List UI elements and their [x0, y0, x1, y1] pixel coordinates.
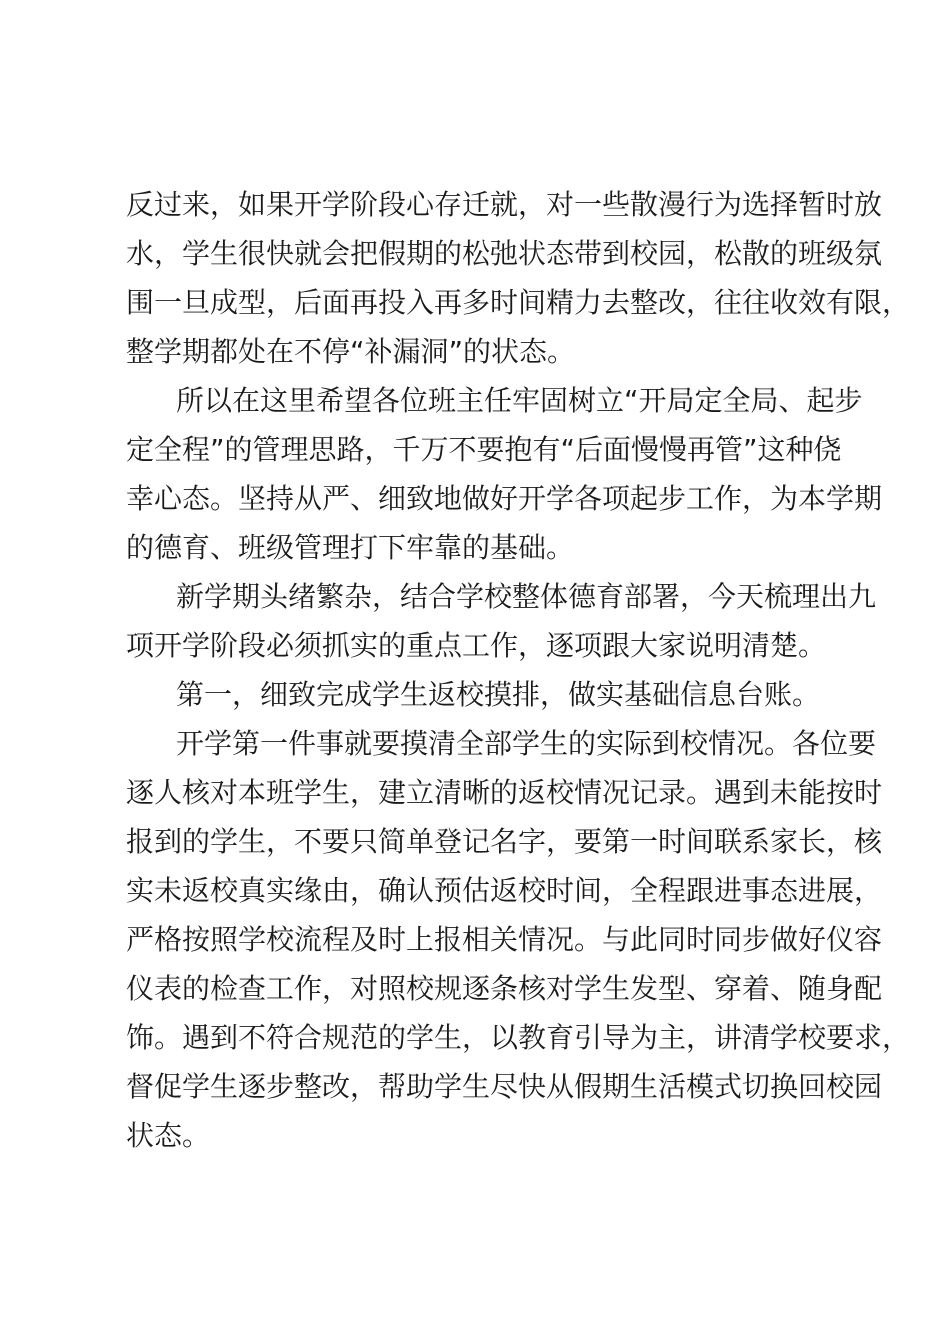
text-line: 饰。遇到不符合规范的学生，以教育引导为主，讲清学校要求， [126, 1021, 911, 1054]
paragraph-1 [126, 180, 911, 376]
text-line: 状态。 [126, 1119, 211, 1152]
text-line: 整学期都处在不停“补漏洞”的状态。 [126, 335, 576, 368]
text-line: 报到的学生，不要只简单登记名字，要第一时间联系家长，核 [126, 825, 883, 858]
text-line: 新学期头绪繁杂，结合学校整体德育部署，今天梳理出九 [176, 580, 877, 613]
text-line: 仪表的检查工作，对照校规逐条核对学生发型、穿着、随身配 [126, 972, 883, 1005]
text-line: 定全程”的管理思路，千万不要抱有“后面慢慢再管”这种侥 [126, 433, 842, 466]
text-line: 逐人核对本班学生，建立清晰的返校情况记录。遇到未能按时 [126, 776, 883, 809]
text-line: 水，学生很快就会把假期的松弛状态带到校园，松散的班级氛 [126, 237, 883, 270]
text-line: 所以在这里希望各位班主任牢固树立“开局定全局、起步 [176, 384, 863, 417]
document-body [126, 180, 911, 1160]
paragraph-5 [126, 719, 911, 1160]
text-line: 严格按照学校流程及时上报相关情况。与此同时同步做好仪容 [126, 923, 883, 956]
text-line: 开学第一件事就要摸清全部学生的实际到校情况。各位要 [176, 727, 877, 760]
text-line: 督促学生逐步整改，帮助学生尽快从假期生活模式切换回校园 [126, 1070, 883, 1103]
text-line: 实未返校真实缘由，确认预估返校时间，全程跟进事态进展， [126, 874, 883, 907]
paragraph-2 [126, 376, 883, 572]
text-line: 围一旦成型，后面再投入再多时间精力去整改，往往收效有限， [126, 286, 911, 319]
paragraph-4-heading [126, 670, 861, 719]
text-line: 幸心态。坚持从严、细致地做好开学各项起步工作，为本学期 [126, 482, 883, 515]
text-line: 项开学阶段必须抓实的重点工作，逐项跟大家说明清楚。 [126, 629, 827, 662]
text-line: 的德育、班级管理打下牢靠的基础。 [126, 531, 575, 564]
paragraph-3 [126, 572, 877, 670]
text-line: 第一，细致完成学生返校摸排，做实基础信息台账。 [176, 678, 821, 711]
text-line: 反过来，如果开学阶段心存迁就，对一些散漫行为选择暂时放 [126, 188, 883, 221]
